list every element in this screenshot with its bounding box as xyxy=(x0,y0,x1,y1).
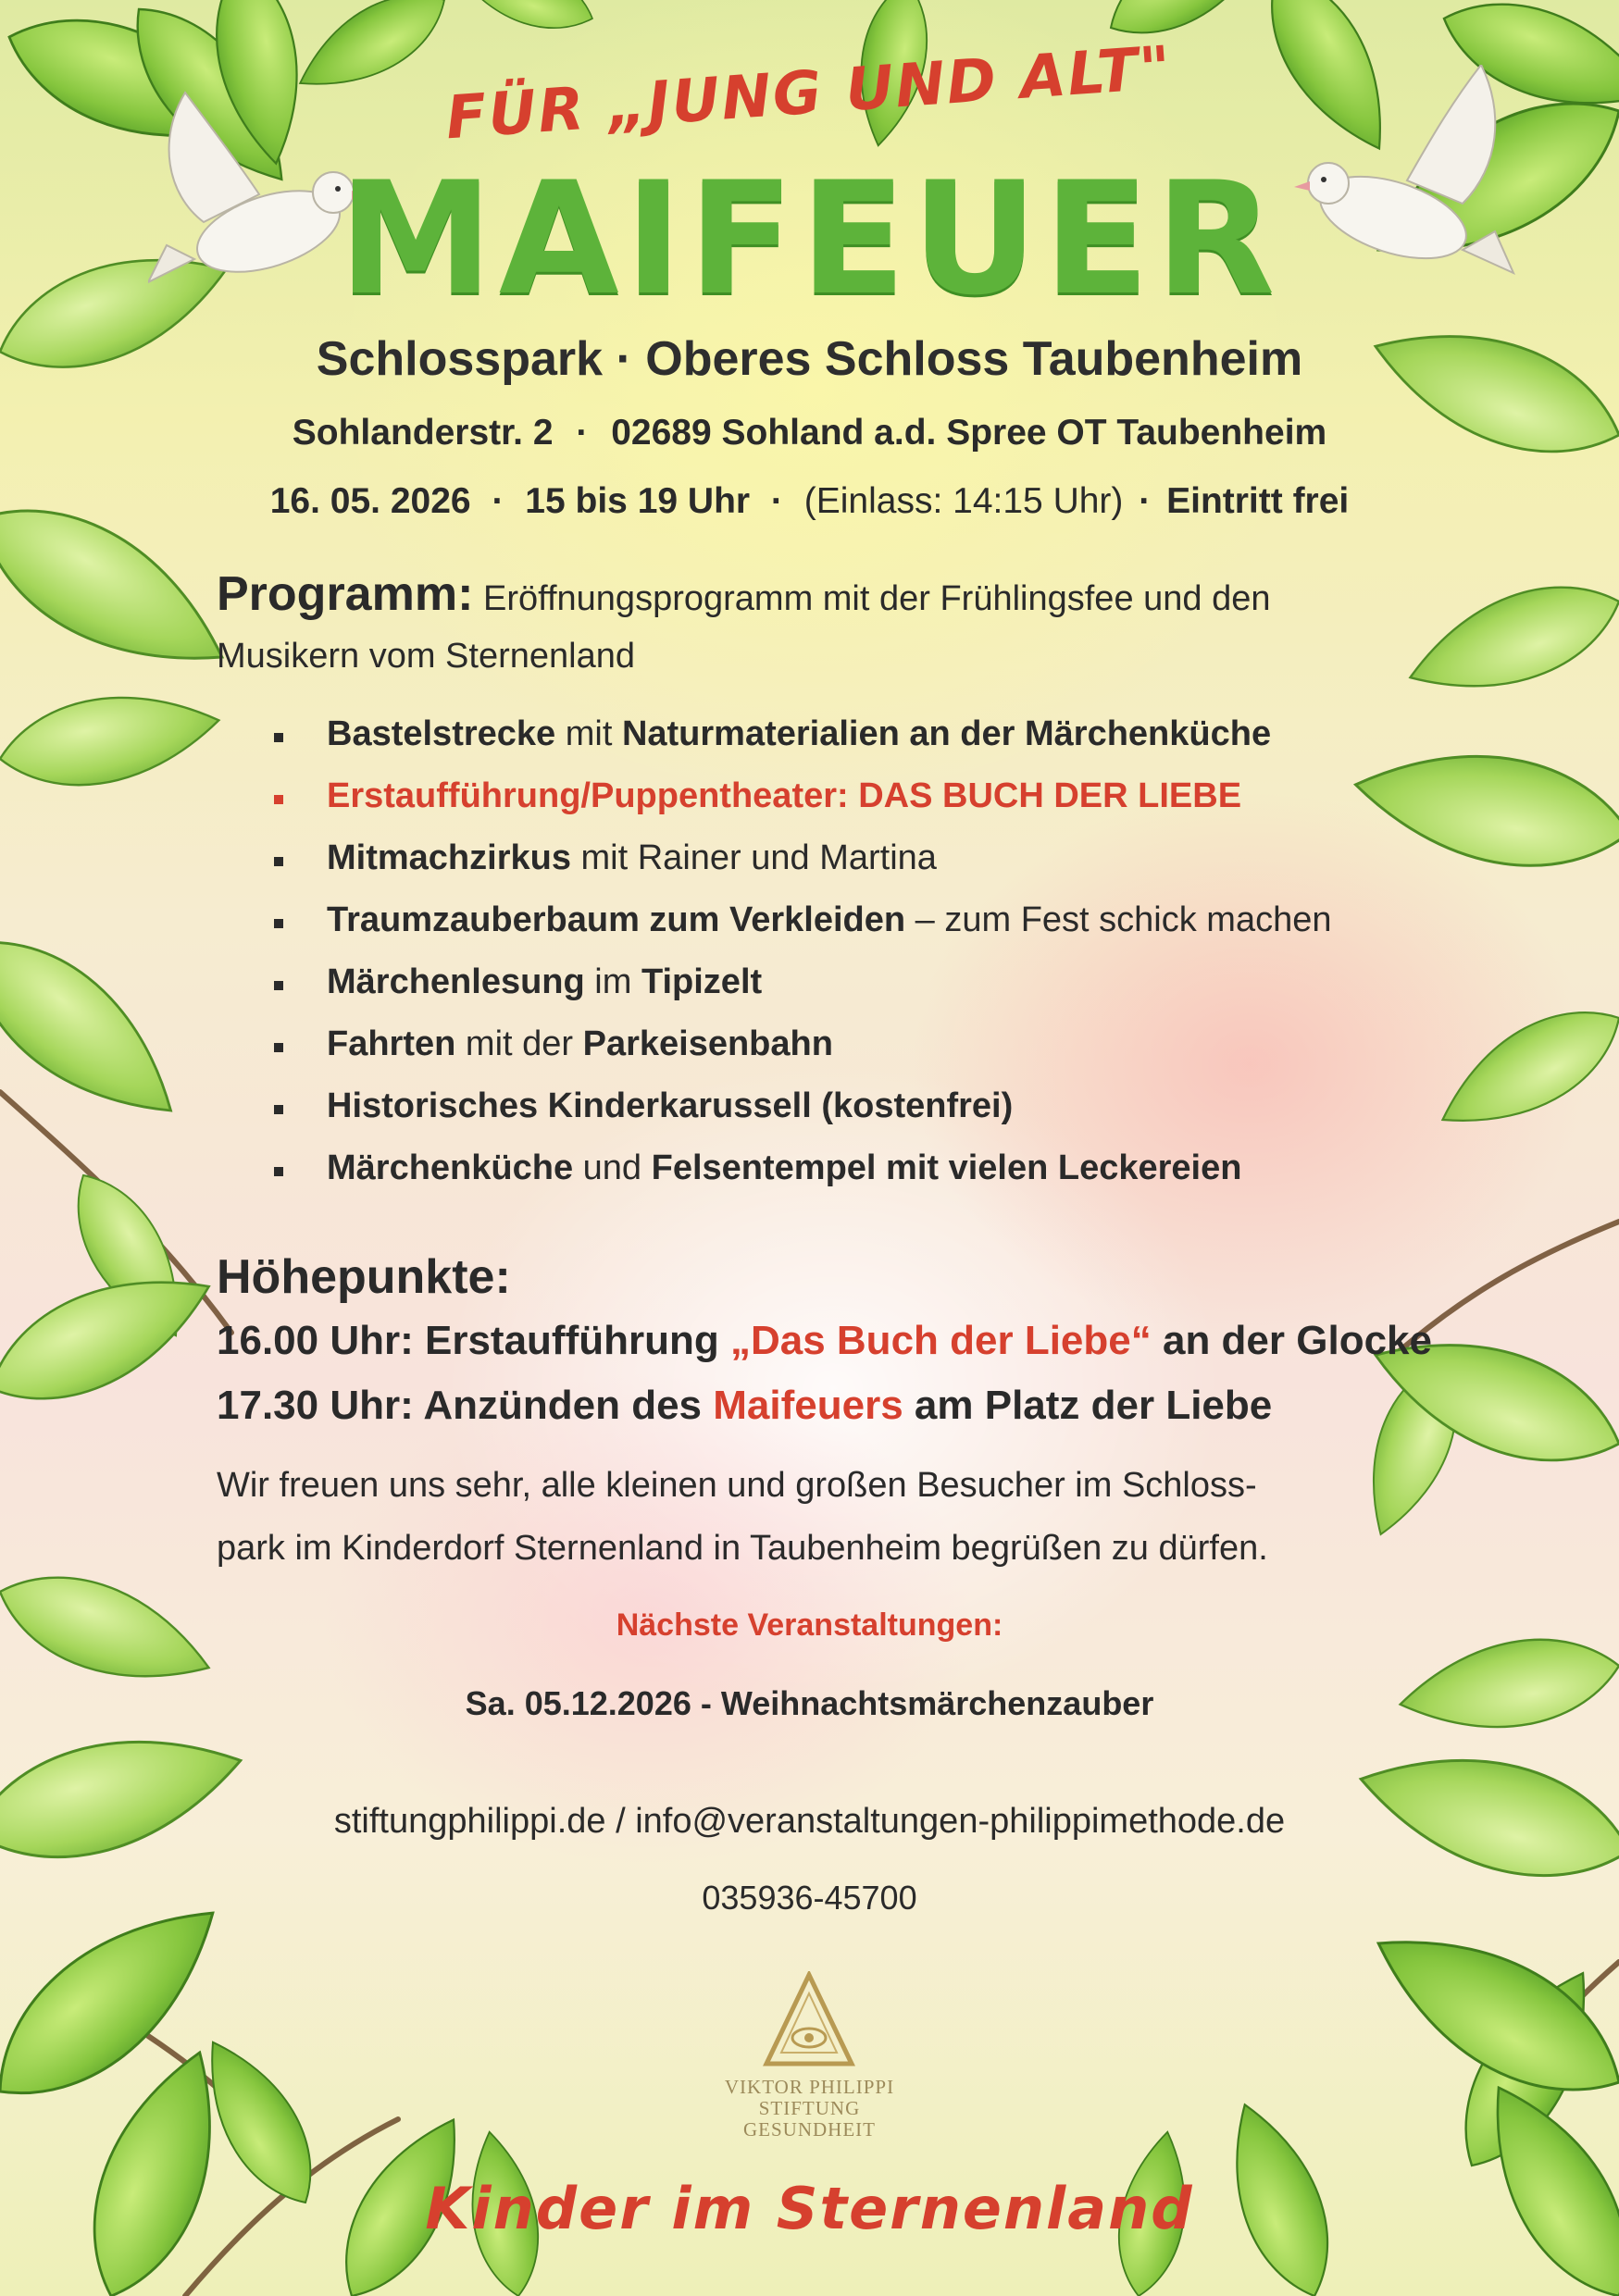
program-heading: Programm: xyxy=(217,567,474,621)
bullet-icon xyxy=(274,1167,283,1176)
bullet-icon xyxy=(274,919,283,928)
list-item: Märchenlesung im Tipizelt xyxy=(327,962,763,1001)
bullet-icon xyxy=(274,795,283,804)
list-item: Erstaufführung/Puppentheater: DAS BUCH DER LIEBE xyxy=(327,776,1242,815)
bullet-icon xyxy=(274,1105,283,1114)
welcome-line-1: Wir freuen uns sehr, alle kleinen und großen Besucher im Schloss- xyxy=(217,1466,1257,1505)
footer-slogan: Kinder im Sternenland xyxy=(425,2175,1194,2242)
bullet-icon xyxy=(274,1043,283,1052)
list-item: Märchenküche und Felsentempel mit vielen Leckereien xyxy=(327,1148,1242,1187)
list-item: Fahrten mit der Parkeisenbahn xyxy=(327,1024,833,1063)
highlight-1: 16.00 Uhr: Erstaufführung „Das Buch der Liebe“ an der Glocke xyxy=(217,1318,1432,1363)
venue: Schlosspark · Oberes Schloss Taubenheim xyxy=(316,332,1303,386)
program-intro: Programm: Eröffnungsprogramm mit der Frühlingsfee und den xyxy=(217,567,1271,621)
tagline: FÜR „JUNG UND ALT" xyxy=(443,33,1176,154)
list-item: Historisches Kinderkarussell (kostenfrei) xyxy=(327,1086,1014,1125)
bullet-icon xyxy=(274,733,283,742)
list-item: Bastelstrecke mit Naturmaterialien an der Märchenküche xyxy=(327,714,1272,753)
contact-web-email: stiftungphilippi.de / info@veranstaltungen-philippimethode.de xyxy=(333,1802,1286,1841)
list-item: Traumzauberbaum zum Verkleiden – zum Fest schick machen xyxy=(327,900,1332,939)
welcome-line-2: park im Kinderdorf Sternenland in Taubenheim begrüßen zu dürfen. xyxy=(217,1529,1268,1568)
bullet-icon xyxy=(274,981,283,990)
next-events-heading: Nächste Veranstaltungen: xyxy=(616,1607,1003,1643)
date-line: 16. 05. 2026 · 15 bis 19 Uhr · (Einlass: 14:15 Uhr) · Eintritt frei xyxy=(269,481,1350,521)
page-title: MAIFEUER xyxy=(338,148,1281,329)
contact-phone: 035936-45700 xyxy=(702,1879,917,1917)
foundation-logo-icon xyxy=(763,1971,855,2073)
highlights-heading: Höhepunkte: xyxy=(217,1250,511,1304)
list-item: Mitmachzirkus mit Rainer und Martina xyxy=(327,838,937,877)
program-intro-line2: Musikern vom Sternenland xyxy=(217,637,635,676)
next-event: Sa. 05.12.2026 - Weihnachtsmärchenzauber xyxy=(465,1684,1154,1722)
address-line: Sohlanderstr. 2 · 02689 Sohland a.d. Spree OT Taubenheim xyxy=(292,413,1327,453)
foundation-logo-text: VIKTOR PHILIPPI STIFTUNG GESUNDHEIT xyxy=(724,2076,895,2141)
highlight-2: 17.30 Uhr: Anzünden des Maifeuers am Platz der Liebe xyxy=(217,1383,1273,1428)
bullet-icon xyxy=(274,857,283,866)
